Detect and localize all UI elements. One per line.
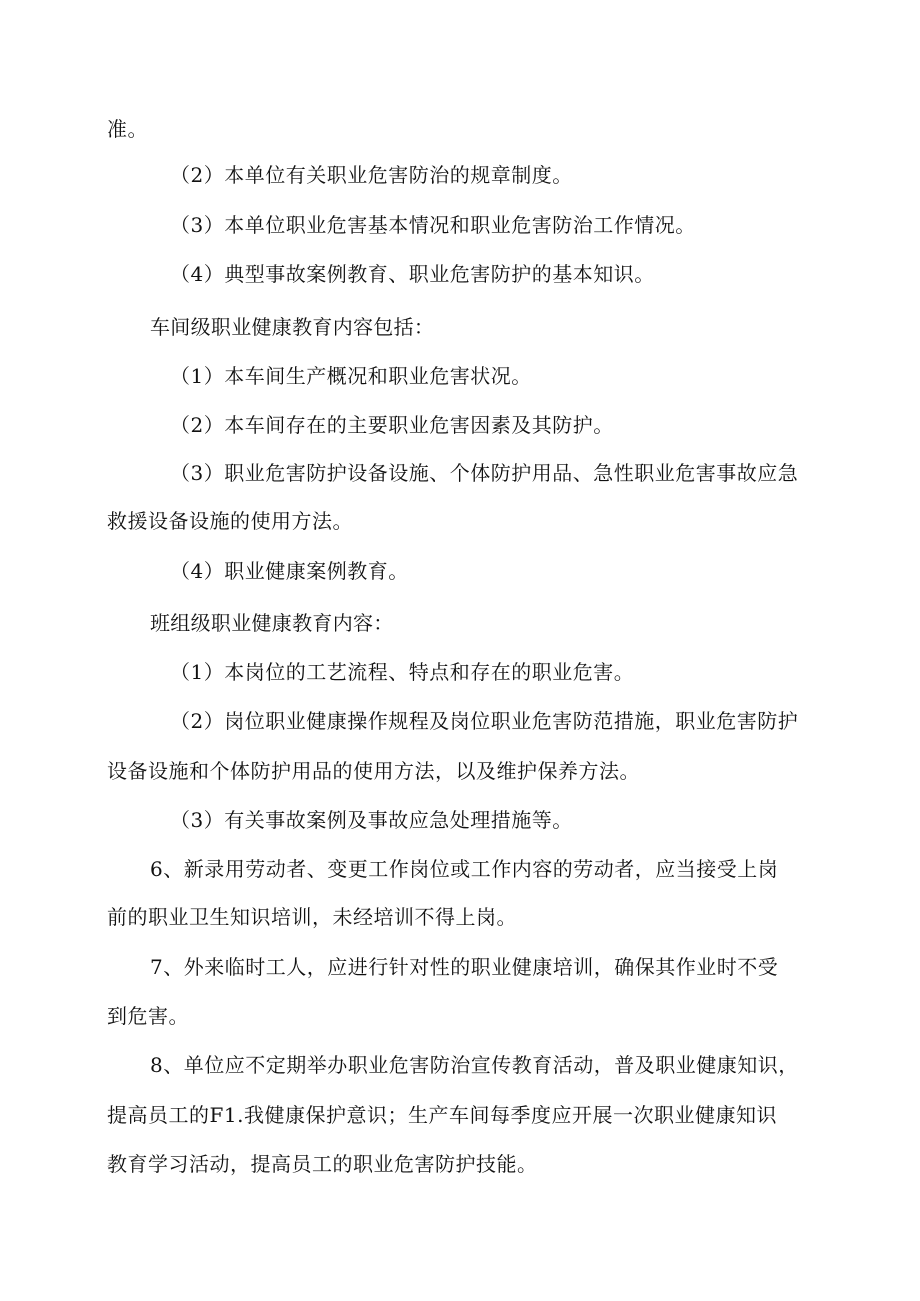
text-line: 8、单位应不定期举办职业危害防治宣传教育活动，普及职业健康知识， <box>150 1053 799 1077</box>
text-line: （2）本单位有关职业危害防治的规章制度。 <box>170 163 573 187</box>
text-line: 设备设施和个体防护用品的使用方法，以及维护保养方法。 <box>107 759 640 783</box>
text-line: 提高员工的F1.我健康保护意识；生产车间每季度应开展一次职业健康知识 <box>107 1103 777 1127</box>
text-line: 教育学习活动，提高员工的职业危害防护技能。 <box>107 1152 538 1176</box>
text-line: 6、新录用劳动者、变更工作岗位或工作内容的劳动者，应当接受上岗 <box>150 857 779 881</box>
section-heading: 车间级职业健康教育内容包括： <box>150 315 435 339</box>
text-line: （1）本岗位的工艺流程、特点和存在的职业危害。 <box>170 660 635 684</box>
text-line: 前的职业卫生知识培训，未经培训不得上岗。 <box>107 905 517 929</box>
text-line: （4）典型事故案例教育、职业危害防护的基本知识。 <box>170 262 655 286</box>
text-line: 救援设备设施的使用方法。 <box>107 509 353 533</box>
text-line: （3）职业危害防护设备设施、个体防护用品、急性职业危害事故应急 <box>170 461 799 485</box>
section-heading: 班组级职业健康教育内容： <box>150 611 394 635</box>
text-line: （1）本车间生产概况和职业危害状况。 <box>170 364 532 388</box>
text-line: （4）职业健康案例教育。 <box>170 559 409 583</box>
text-line: （3）有关事故案例及事故应急处理措施等。 <box>170 808 573 832</box>
text-line: （3）本单位职业危害基本情况和职业危害防治工作情况。 <box>170 213 696 237</box>
text-line: （2）岗位职业健康操作规程及岗位职业危害防范措施，职业危害防护 <box>170 709 799 733</box>
text-line: （2）本车间存在的主要职业危害因素及其防护。 <box>170 413 614 437</box>
text-line: 7、外来临时工人，应进行针对性的职业健康培训，确保其作业时不受 <box>150 955 779 979</box>
text-line: 到危害。 <box>107 1004 189 1028</box>
text-line: 准。 <box>107 117 148 141</box>
